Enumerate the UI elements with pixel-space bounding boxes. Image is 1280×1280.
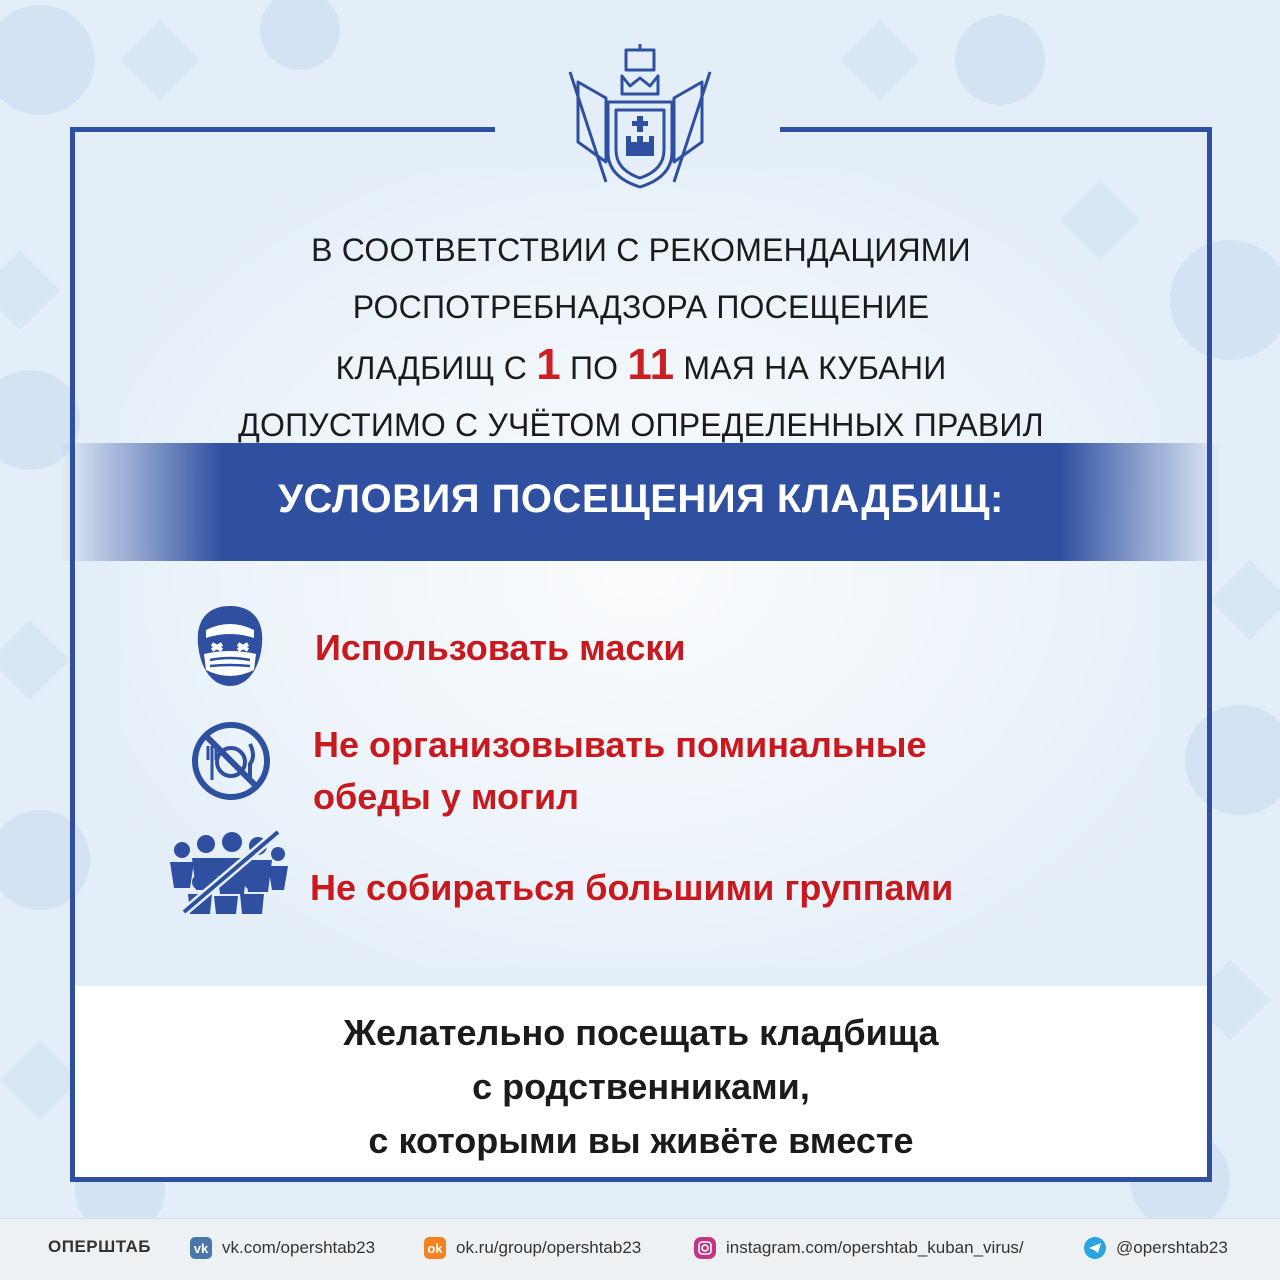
intro-line-3-b: ПО (560, 350, 628, 386)
ok-icon: ok (424, 1237, 446, 1259)
rule-no-meals (313, 719, 927, 823)
no-crowd-icon (166, 828, 290, 916)
date-end: 11 (627, 340, 675, 389)
footer-link-ok[interactable] (424, 1235, 641, 1261)
rule-no-groups: Не собираться большими группами (310, 867, 954, 908)
footer-link-vk-text: vk.com/opershtab23 (222, 1238, 376, 1257)
rule-no-meals-line-1: Не организовывать поминальные (313, 724, 927, 765)
no-eating-icon (190, 720, 272, 802)
recommendation-line-3: с которыми вы живёте вместе (368, 1120, 914, 1161)
intro-text (75, 222, 1207, 454)
footer-link-instagram-text: instagram.com/opershtab_kuban_virus/ (726, 1238, 1024, 1257)
recommendation-panel (75, 986, 1207, 1182)
telegram-icon (1084, 1237, 1106, 1259)
footer-link-ok-text: ok.ru/group/opershtab23 (456, 1238, 642, 1257)
footer-link-telegram-text: @opershtab23 (1116, 1238, 1228, 1257)
recommendation-line-2: с родственниками, (472, 1066, 810, 1107)
banner-title: УСЛОВИЯ ПОСЕЩЕНИЯ КЛАДБИЩ: (278, 477, 1004, 521)
intro-line-4: ДОПУСТИМО С УЧЁТОМ ОПРЕДЕЛЕННЫХ ПРАВИЛ (238, 407, 1044, 443)
intro-line-1: В СООТВЕТСТВИИ С РЕКОМЕНДАЦИЯМИ (311, 232, 971, 268)
intro-line-3-a: КЛАДБИЩ С (335, 350, 537, 386)
recommendation-text (75, 1006, 1207, 1168)
intro-line-3-c: МАЯ НА КУБАНИ (674, 350, 947, 386)
frame-top-right (780, 127, 1212, 132)
frame-top-left (70, 127, 495, 132)
footer-brand: ОПЕРШТАБ (48, 1237, 152, 1256)
intro-line-3 (75, 336, 1207, 397)
footer (0, 1218, 1280, 1280)
conditions-banner (60, 443, 1222, 561)
frame-bottom (70, 1177, 1212, 1182)
footer-link-telegram[interactable] (1084, 1235, 1228, 1261)
frame-right (1207, 127, 1212, 1182)
coat-of-arms-icon (560, 42, 720, 192)
footer-link-vk[interactable] (190, 1235, 375, 1261)
instagram-icon (694, 1237, 716, 1259)
date-start: 1 (536, 340, 561, 389)
recommendation-line-1: Желательно посещать кладбища (343, 1012, 939, 1053)
footer-link-instagram[interactable] (694, 1235, 1024, 1261)
rule-no-meals-line-2: обеды у могил (313, 776, 580, 817)
face-mask-icon (192, 604, 268, 688)
rule-masks: Использовать маски (315, 627, 686, 668)
vk-icon: vk (190, 1237, 212, 1259)
intro-line-2: РОСПОТРЕБНАДЗОРА ПОСЕЩЕНИЕ (352, 289, 930, 325)
